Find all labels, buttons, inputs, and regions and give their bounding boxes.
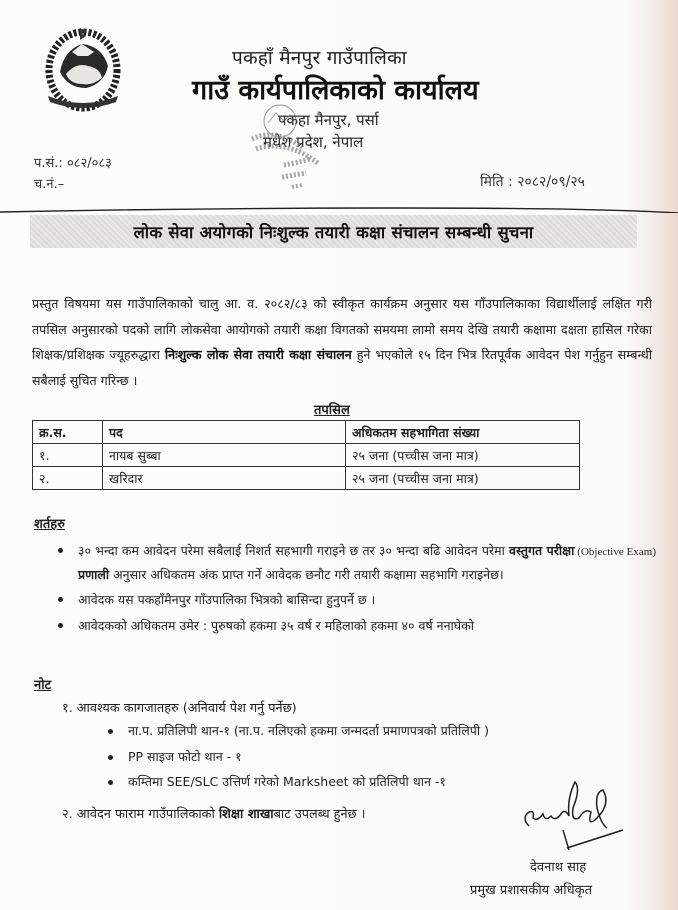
cell-post: नायब सुब्बा <box>103 444 346 467</box>
office-stamp <box>246 103 350 191</box>
bullet-icon <box>58 597 63 602</box>
body-text-1: प्रस्तुत विषयमा यस गाउँपालिकाको चालु आ. व. २०८२/८३ को स्वीकृत कार्यक्रम अनुसार यस गाँउपालिकाका विद्यार्थीलाई लक्षित गरी तपसिल अनुसारको पदको लागि लोकसेवा आयोगको तयारी कक्षा विगतको समयमा लामो समय देखि तयारी कक्षामा दक्षता हासिल गरेका शिक्षक/प्रशिक्षक ज्यूहरुद्धारा <box>32 296 652 362</box>
body-text-2: हुने भएकोले १५ दिन भित्र रितपूर्वक आवेदन पेश गर्नुहुन सम्बन्धी सबैलाई सुचित गरिन्छ । <box>32 347 652 388</box>
municipality-name: पकहाँ मैनपुर गाउँपालिका <box>232 47 407 69</box>
bullet-icon <box>108 729 113 734</box>
conditions-list <box>56 540 656 640</box>
signature <box>515 778 625 853</box>
condition-text: ३० भन्दा कम आवेदन परेमा सबैलाई निशर्त सहभागी गराइने छ तर ३० भन्दा बढि आवेदन परेमा <box>78 543 510 558</box>
address-line-2: मधेश प्रदेश, नेपाल <box>263 133 364 151</box>
cell-participants: २५ जना (पच्चीस जना मात्र) <box>346 444 580 467</box>
schedule-heading: तपसिल <box>314 403 350 418</box>
column-header-post: पद <box>103 421 346 444</box>
bullet-icon <box>108 755 113 760</box>
reference-number: प.सं.: ०८२/०८३ <box>34 156 112 171</box>
address-line-1: पकहा मैनपुर, पर्सा <box>278 111 379 129</box>
column-header-sn: क्र.स. <box>33 421 103 444</box>
condition-bold-text: वस्तुगत परीक्षा <box>509 543 575 558</box>
condition-bold-text: प्रणाली <box>78 566 110 582</box>
note-item-2 <box>62 804 365 822</box>
signatory-name: देवनाथ साह <box>530 860 587 875</box>
note-item-1: १. आवश्यक कागजातहरु (अनिवार्य पेश गर्नु पर्नेछ) <box>62 701 297 716</box>
condition-item <box>56 589 656 611</box>
note-text: बाट उपलब्ध हुनेछ । <box>273 807 366 822</box>
notice-body <box>32 291 652 393</box>
condition-item <box>56 615 656 637</box>
note-bold-text: शिक्षा शाखा <box>218 807 274 822</box>
document-text: PP साइज फोटो थान - १ <box>128 748 242 764</box>
table-row <box>33 444 580 467</box>
condition-item <box>56 540 656 585</box>
cell-post: खरिदार <box>103 467 346 490</box>
column-header-max-participants: अधिकतम सहभागिता संख्या <box>346 421 580 444</box>
bullet-icon <box>58 623 63 628</box>
note-heading: नोट <box>34 678 52 693</box>
office-name: गाउँ कार्यपालिकाको कार्यालय <box>192 75 479 106</box>
bullet-icon <box>108 780 113 785</box>
condition-text: अनुसार अधिकतम अंक प्राप्त गर्ने आवेदक छनौट गरी तयारी कक्षामा सहभागि गराइनेछ। <box>109 566 504 582</box>
document-text: कम्तिमा SEE/SLC उत्तिर्ण गरेको Marksheet को प्रतिलिपी थान -१ <box>128 774 446 789</box>
schedule-table <box>32 420 580 490</box>
document-text: ना.प. प्रतिलिपी थान-१ (ना.प. नलिएको हकमा जन्मदर्ता प्रमाणपत्रको प्रतिलिपी ) <box>128 723 489 738</box>
document-item <box>106 747 489 773</box>
cell-sn: २. <box>33 467 103 490</box>
nepal-emblem-logo <box>42 22 124 114</box>
header-divider <box>0 207 678 213</box>
cell-sn: १. <box>33 444 103 467</box>
dispatch-number: च.नं.– <box>34 177 65 192</box>
title-banner <box>30 215 637 248</box>
cell-participants: २५ जना (पच्चीस जना मात्र) <box>346 467 580 490</box>
notice-title: लोक सेवा अयोगको निःशुल्क तयारी कक्षा संचालन सम्बन्धी सुचना <box>133 223 534 242</box>
signatory-designation: प्रमुख प्रशासकीय अधिकृत <box>470 883 593 898</box>
body-bold-text: निःशुल्क लोक सेवा तयारी कक्षा संचालन <box>164 347 352 362</box>
bullet-icon <box>58 548 63 553</box>
document-item <box>106 772 489 798</box>
table-header-row <box>33 421 580 444</box>
issue-date: मिति : २०८२/०९/२५ <box>480 174 585 190</box>
table-row <box>33 467 580 490</box>
conditions-heading: शर्तहरु <box>34 517 65 532</box>
note-text: २. आवेदन फाराम गाउँपालिकाको <box>62 807 219 822</box>
document-item <box>106 721 489 747</box>
condition-text: आवेदकको अधिकतम उमेर : पुरुषको हकमा ३५ वर्ष र महिलाको हकमा ४० वर्ष ननाघेको <box>78 617 475 633</box>
condition-text: आवेदक यस पकहाँमैनपुर गाँउपालिका भित्रको बासिन्दा हुनुपर्ने छ । <box>78 592 376 607</box>
condition-english-text: (Objective Exam) <box>574 546 656 558</box>
required-documents-list <box>106 721 489 798</box>
